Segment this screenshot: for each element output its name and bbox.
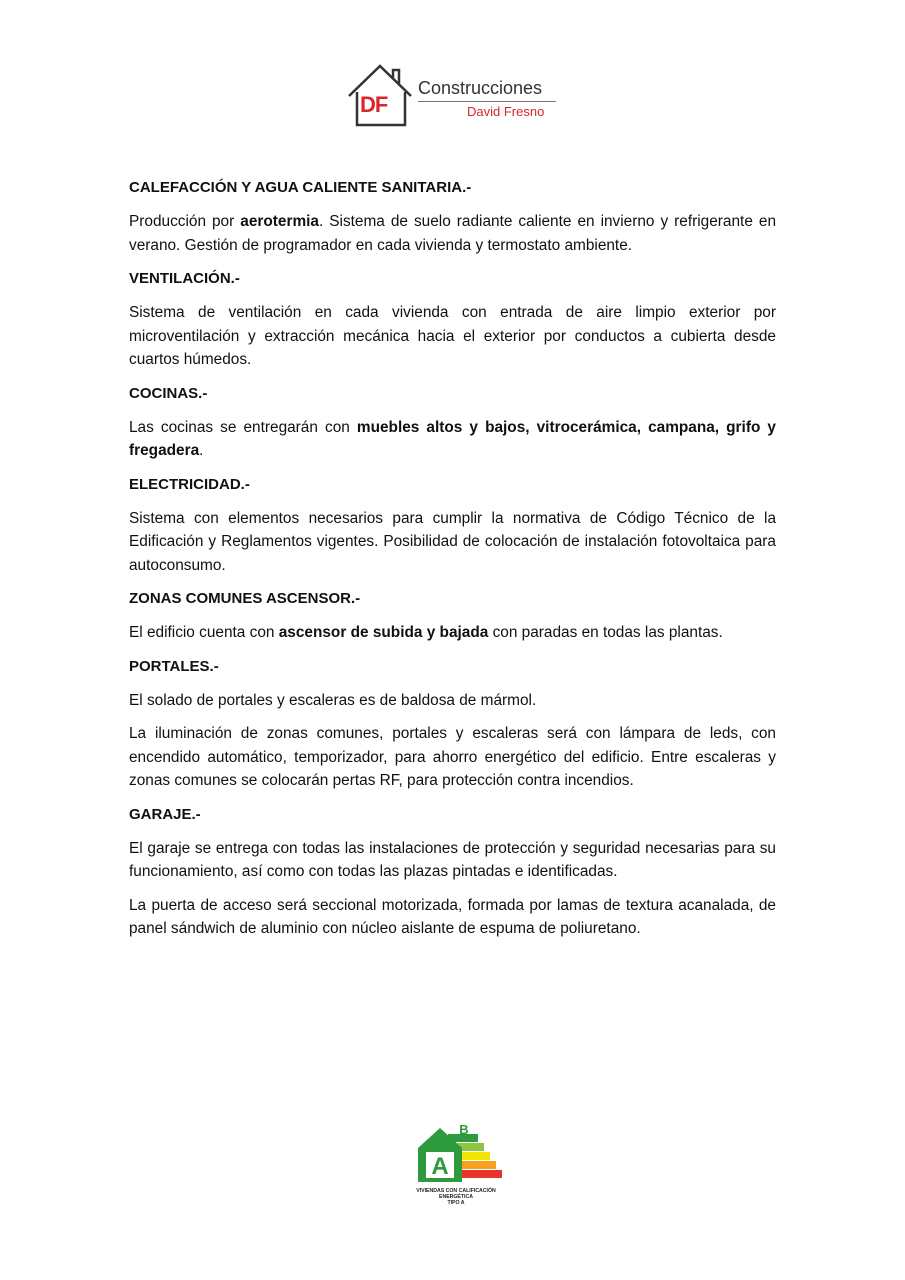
section-paragraph: La iluminación de zonas comunes, portales y escaleras será con lámpara de leds, con encendido automático, temporizador, para ahorro energético del edificio. Entre escaleras y zonas comunes se colocarán pertas RF, para protección contra incendios.	[129, 725, 776, 789]
section-paragraph: La puerta de acceso será seccional motorizada, formada por lamas de textura acanalada, de panel sándwich de aluminio con núcleo aislante de espuma de poliuretano.	[129, 896, 776, 937]
section-heading: VENTILACIÓN.-	[129, 270, 240, 287]
section-heading: PORTALES.-	[129, 657, 219, 675]
section-heading: ELECTRICIDAD.-	[129, 475, 250, 493]
section-paragraph: Sistema con elementos necesarios para cumplir la normativa de Código Técnico de la Edificación y Reglamentos vigentes. Posibilidad de colocación de instalación fotovoltaica para autoconsumo.	[129, 509, 776, 574]
document-body	[129, 176, 776, 951]
energy-house-icon	[404, 1120, 508, 1188]
section-heading: GARAJE.-	[129, 805, 201, 823]
section-paragraph: El solado de portales y escaleras es de baldosa de mármol.	[129, 691, 537, 709]
logo-company: Construcciones	[418, 78, 543, 98]
section-paragraph: Producción por aerotermia. Sistema de suelo radiante caliente en invierno y refrigerante en verano. Gestión de programador en cada vivienda y termostato ambiente.	[129, 213, 777, 254]
logo-initials: DF	[360, 92, 388, 117]
logo-owner: David Fresno	[467, 104, 545, 119]
rating-letter-a: A	[431, 1153, 449, 1180]
section-heading: COCINAS.-	[129, 384, 208, 402]
logo-divider	[418, 101, 556, 102]
company-logo	[346, 62, 566, 128]
section-paragraph: El edificio cuenta con ascensor de subida y bajada con paradas en todas las plantas.	[129, 624, 723, 641]
section-paragraph: Sistema de ventilación en cada vivienda con entrada de aire limpio exterior por microventilación y extracción mecánica hacia el exterior por conductos a cubierta desde cuartos húmedos.	[129, 304, 776, 368]
energy-rating-badge	[404, 1120, 508, 1215]
section-paragraph: El garaje se entrega con todas las instalaciones de protección y seguridad necesarias para su funcionamiento, así como con todas las plazas pintadas e identificadas.	[129, 839, 776, 880]
section-paragraph: Las cocinas se entregarán con muebles altos y bajos, vitrocerámica, campana, grifo y fregadera.	[129, 418, 776, 459]
section-heading: ZONAS COMUNES ASCENSOR.-	[129, 590, 361, 607]
rating-letter-b: B	[459, 1122, 469, 1137]
badge-caption: VIVIENDAS CON CALIFICACIÓN ENERGÉTICA TIPO A	[416, 1188, 496, 1206]
section-heading: CALEFACCIÓN Y AGUA CALIENTE SANITARIA.-	[129, 179, 472, 196]
